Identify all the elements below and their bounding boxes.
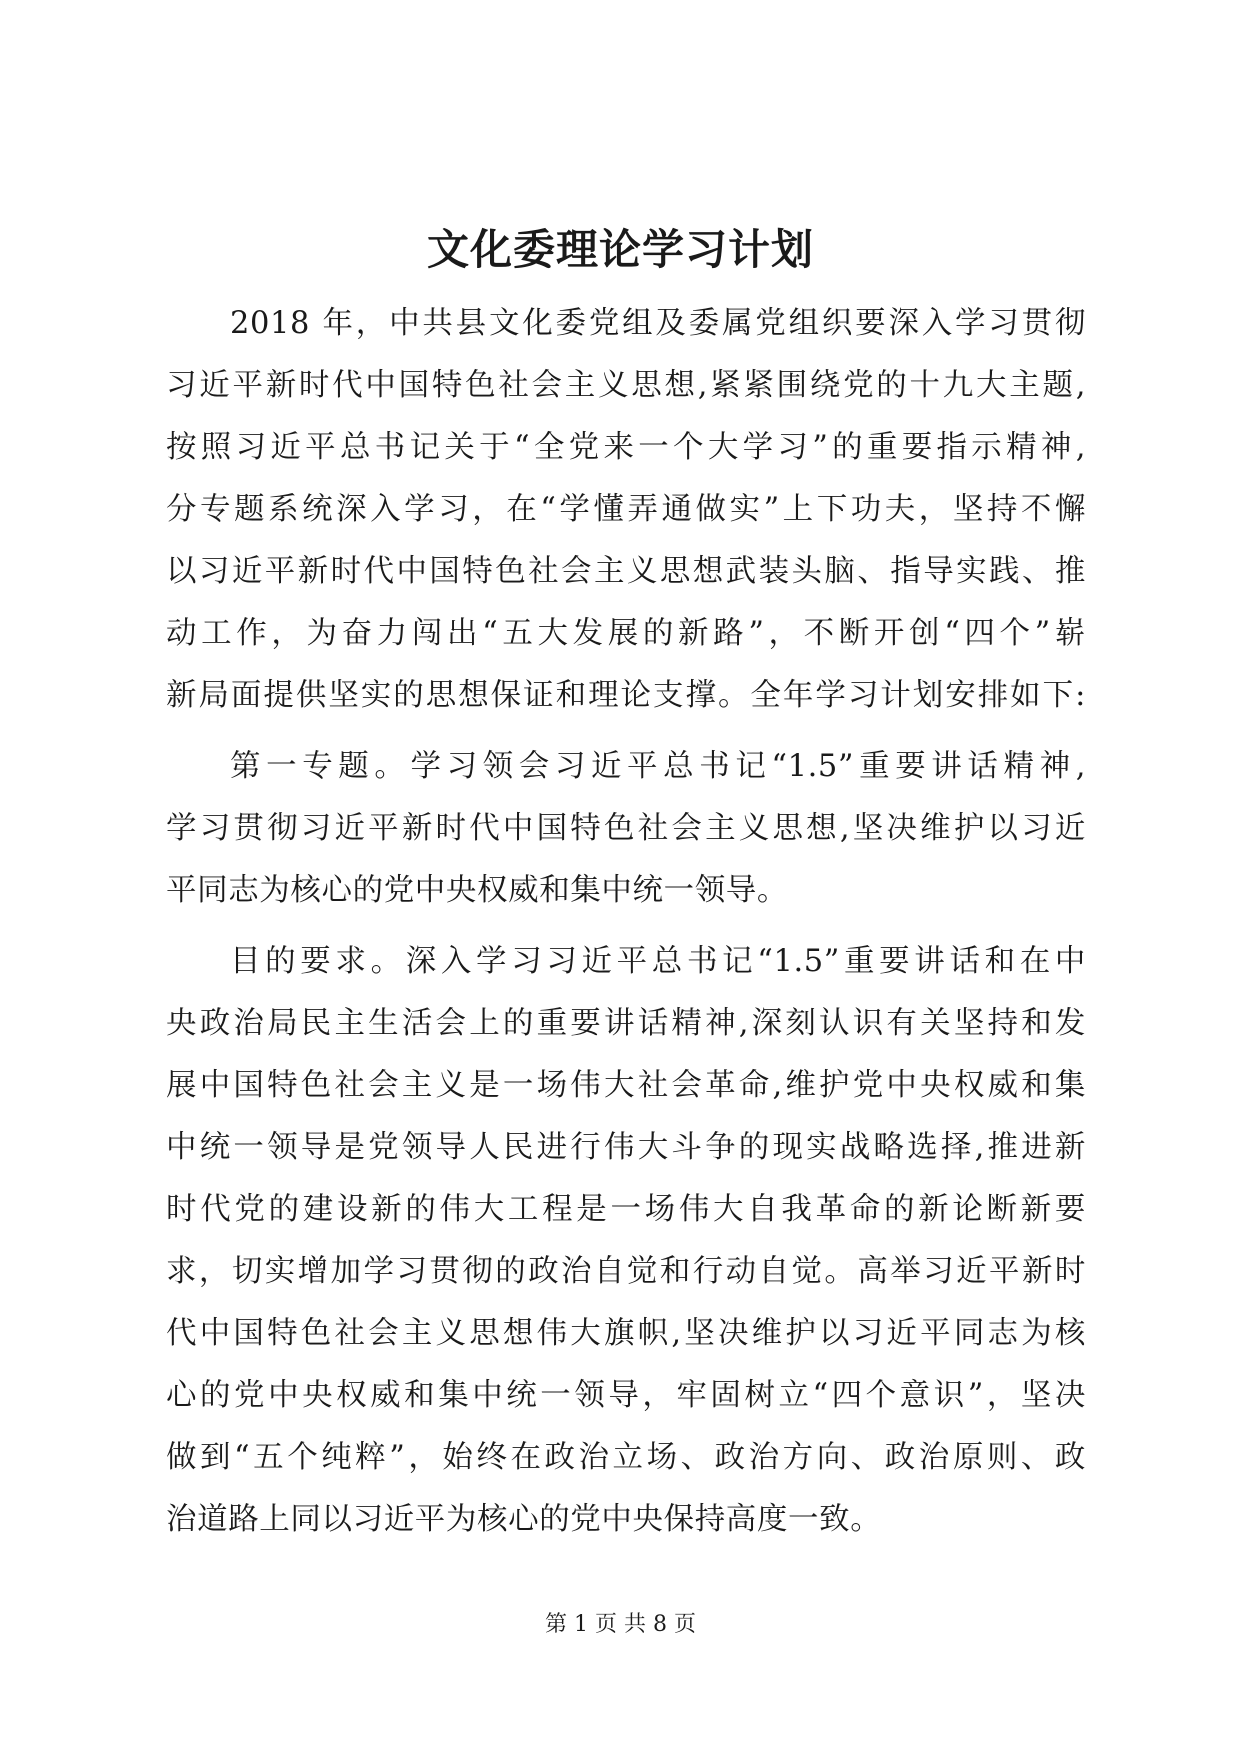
page-number-footer: 第 1 页 共 8 页 — [545, 1612, 696, 1637]
text-line: 第一专题。学习领会习近平总书记“1.5”重要讲话精神, — [230, 749, 1086, 784]
page-title: 文化委理论学习计划 — [426, 225, 814, 274]
text-line: 央政治局民主生活会上的重要讲话精神,深刻认识有关坚持和发 — [166, 1006, 1086, 1041]
text-line: 按照习近平总书记关于“全党来一个大学习”的重要指示精神, — [166, 430, 1086, 465]
text-line: 时代党的建设新的伟大工程是一场伟大自我革命的新论断新要 — [166, 1192, 1086, 1227]
text-line: 展中国特色社会主义是一场伟大社会革命,维护党中央权威和集 — [166, 1068, 1086, 1103]
paragraph-gap — [166, 727, 1086, 736]
text-line: 目的要求。深入学习习近平总书记“1.5”重要讲话和在中 — [230, 944, 1086, 979]
text-line: 平同志为核心的党中央权威和集中统一领导。 — [166, 873, 788, 908]
text-line: 做到“五个纯粹”，始终在政治立场、政治方向、政治原则、政 — [166, 1440, 1086, 1475]
paragraph-objectives — [166, 931, 1086, 1551]
text-line: 习近平新时代中国特色社会主义思想,紧紧围绕党的十九大主题, — [166, 368, 1086, 403]
text-line: 以习近平新时代中国特色社会主义思想武装头脑、指导实践、推 — [166, 554, 1086, 589]
text-line: 学习贯彻习近平新时代中国特色社会主义思想,坚决维护以习近 — [166, 811, 1086, 846]
text-line: 动工作，为奋力闯出“五大发展的新路”，不断开创“四个”崭 — [166, 616, 1086, 651]
paragraph-topic-one — [166, 736, 1086, 922]
paragraph-gap — [166, 922, 1086, 931]
text-line: 代中国特色社会主义思想伟大旗帜,坚决维护以习近平同志为核 — [166, 1316, 1086, 1351]
text-line: 新局面提供坚实的思想保证和理论支撑。全年学习计划安排如下: — [166, 678, 1086, 713]
text-line: 治道路上同以习近平为核心的党中央保持高度一致。 — [166, 1502, 882, 1537]
paragraph-intro — [166, 293, 1086, 727]
text-line: 2018 年，中共县文化委党组及委属党组织要深入学习贯彻 — [230, 306, 1086, 341]
text-line: 中统一领导是党领导人民进行伟大斗争的现实战略选择,推进新 — [166, 1130, 1086, 1165]
text-line: 分专题系统深入学习，在“学懂弄通做实”上下功夫，坚持不懈 — [166, 492, 1086, 527]
document-body — [166, 293, 1086, 1551]
text-line: 求，切实增加学习贯彻的政治自觉和行动自觉。高举习近平新时 — [166, 1254, 1086, 1289]
text-line: 心的党中央权威和集中统一领导，牢固树立“四个意识”，坚决 — [166, 1378, 1086, 1413]
